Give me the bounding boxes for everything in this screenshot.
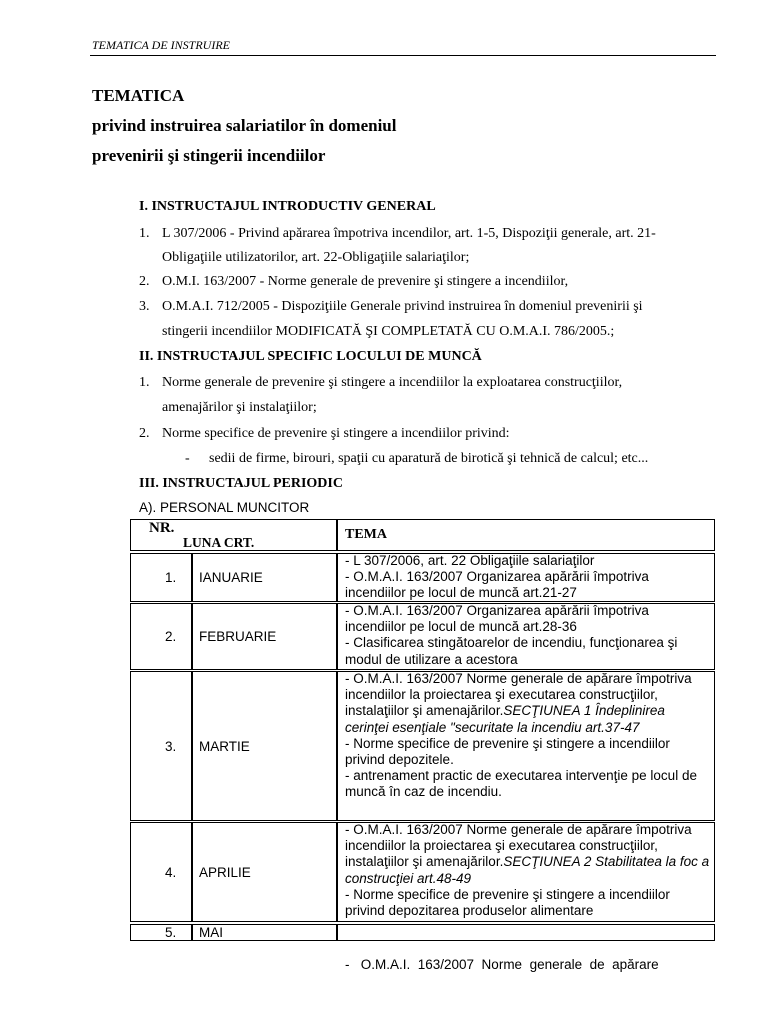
- sub-item-dash: -: [185, 451, 190, 466]
- row-month: APRILIE: [199, 865, 251, 880]
- row-tema: [345, 822, 710, 922]
- section-3-heading: III. INSTRUCTAJUL PERIODIC: [139, 476, 343, 491]
- row-tema: [345, 603, 710, 670]
- list-item-text: O.M.I. 163/2007 - Norme generale de prevenire şi stingere a incendiilor,: [162, 274, 569, 289]
- section-1-heading: I. INSTRUCTAJUL INTRODUCTIV GENERAL: [139, 199, 436, 214]
- table-cell: [130, 822, 192, 922]
- list-item-text: L 307/2006 - Privind apărarea împotriva incendilor, art. 1-5, Dispoziţii generale, art. 21-: [162, 226, 656, 241]
- tema-line: - Norme specifice de prevenire şi stingere a incendiilor privind depozitele.: [345, 735, 670, 768]
- table-header-tema: [337, 519, 715, 551]
- tema-paragraph: [345, 822, 710, 887]
- list-number: 3.: [139, 299, 150, 314]
- list-item-text: Obligaţiile utilizatorilor, art. 22-Obligaţiile salariaţilor;: [162, 250, 470, 265]
- doc-subtitle-1: privind instruirea salariatilor în domeniul: [92, 116, 397, 135]
- row-month: MAI: [199, 925, 224, 940]
- tema-line: - antrenament practic de executarea intervenţie pe locul de muncă în caz de incendiu.: [345, 768, 697, 800]
- tema-section-ref: SECŢIUNEA 2 Stabilitatea la foc a construcţiei art.48-49: [345, 854, 710, 886]
- tema-line: - O.M.A.I. 163/2007 Norme generale de apărare: [345, 957, 659, 973]
- row-number: 4.: [165, 865, 177, 880]
- tema-section-ref: SECŢIUNEA 1 Îndeplinirea cerinţei esenţiale "securitate la incendiu art.37-47: [345, 703, 665, 735]
- list-item-text: amenajărilor şi instalaţiilor;: [162, 400, 317, 415]
- table-cell: [130, 553, 192, 602]
- tema-line: - O.M.A.I. 163/2007 Organizarea apărării împotriva incendiilor pe locul de muncă art.28-36: [345, 603, 649, 635]
- list-item-text: stingerii incendiilor MODIFICATĂ ŞI COMPLETATĂ CU O.M.A.I. 786/2005.;: [162, 324, 615, 339]
- tema-line: - O.M.A.I. 163/2007 Organizarea apărării împotriva incendiilor pe locul de muncă art.21-27: [345, 569, 649, 601]
- tema-line: - L 307/2006, art. 22 Obligaţiile salariaţilor: [345, 553, 595, 568]
- header-rule: [90, 55, 716, 56]
- tema-text: - O.M.A.I. 163/2007 Norme generale de apărare împotriva incendiilor la proiectarea şi executarea construcţiilor, instalaţiilor şi amenajărilor.: [345, 822, 692, 870]
- list-number: 2.: [139, 426, 150, 441]
- list-item-text: Norme specifice de prevenire şi stingere a incendiilor privind:: [162, 426, 510, 441]
- row-number: 3.: [165, 739, 177, 754]
- tema-paragraph: [345, 671, 710, 736]
- row-month: IANUARIE: [199, 570, 263, 585]
- table-cell: [130, 924, 192, 941]
- list-number: 2.: [139, 274, 150, 289]
- table-cell: [130, 603, 192, 670]
- row-tema: [345, 671, 710, 821]
- tema-line: - Clasificarea stingătoarelor de incendiu, funcţionarea şi modul de utilizare a acestora: [345, 635, 678, 667]
- list-item-text: O.M.A.I. 712/2005 - Dispoziţiile Generale privind instruirea în domeniul prevenirii şi: [162, 299, 643, 314]
- col-header-luna: LUNA CRT.: [183, 535, 255, 550]
- list-item-text: Norme generale de prevenire şi stingere a incendiilor la exploatarea construcţiilor,: [162, 375, 623, 390]
- list-number: 1.: [139, 226, 150, 241]
- table-cell: [130, 671, 192, 821]
- list-number: 1.: [139, 375, 150, 390]
- row-tema: [345, 553, 710, 601]
- col-header-nr: NR.: [149, 520, 175, 536]
- row-month: MARTIE: [199, 739, 250, 754]
- sub-item-text: sedii de firme, birouri, spaţii cu aparatură de birotică şi tehnică de calcul; etc...: [209, 451, 649, 466]
- doc-subtitle-2: prevenirii şi stingerii incendiilor: [92, 146, 326, 165]
- tema-line: - Norme specifice de prevenire şi stingere a incendiilor privind depozitarea produselor alimentare: [345, 886, 670, 919]
- section-3-subheading: A). PERSONAL MUNCITOR: [139, 500, 310, 515]
- row-number: 2.: [165, 629, 177, 644]
- row-month: FEBRUARIE: [199, 629, 277, 644]
- section-2-heading: II. INSTRUCTAJUL SPECIFIC LOCULUI DE MUNCĂ: [139, 349, 482, 364]
- tema-text: - O.M.A.I. 163/2007 Norme generale de apărare împotriva incendiilor la proiectarea şi executarea construcţiilor, instalaţiilor şi amenajărilor.: [345, 671, 692, 719]
- doc-title: TEMATICA: [92, 86, 185, 105]
- row-number: 1.: [165, 570, 177, 585]
- row-number: 5.: [165, 925, 177, 940]
- running-header: TEMATICA DE INSTRUIRE: [92, 38, 230, 52]
- col-header-tema: TEMA: [345, 527, 387, 542]
- row-tema: [345, 925, 710, 973]
